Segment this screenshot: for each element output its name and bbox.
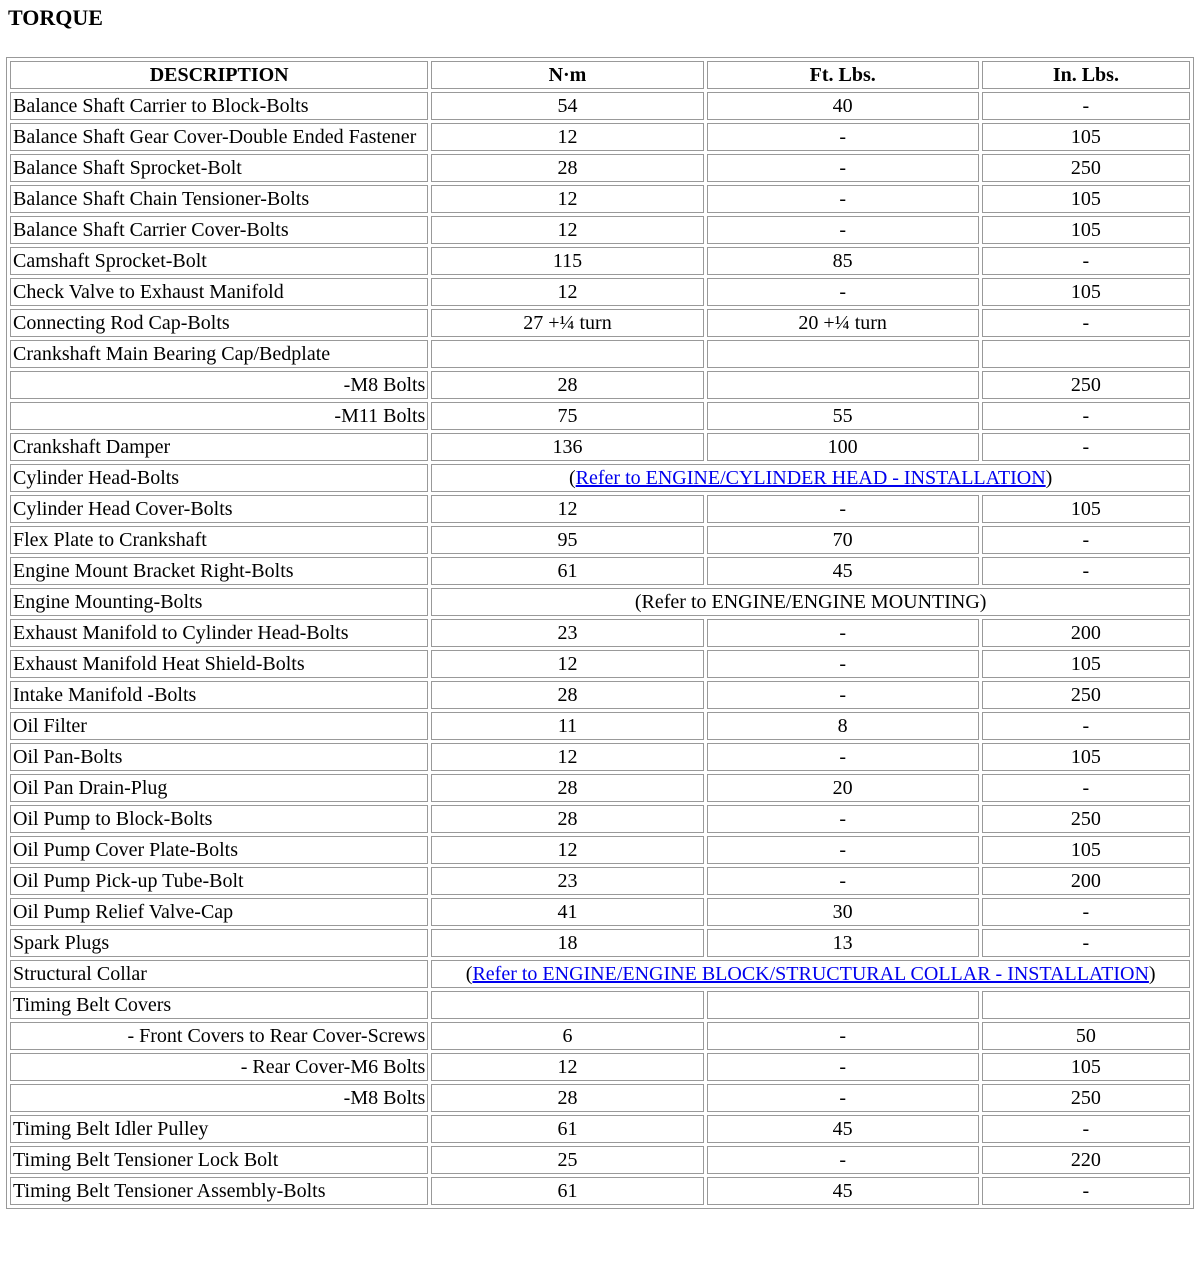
description-cell: -M11 Bolts <box>10 402 428 430</box>
nm-cell: 12 <box>431 123 703 151</box>
in-lbs-cell: 200 <box>982 867 1190 895</box>
reference-cell <box>431 464 1190 492</box>
paren-close: ) <box>1148 963 1156 985</box>
table-row <box>10 495 1190 523</box>
in-lbs-cell: 105 <box>982 123 1190 151</box>
in-lbs-cell: 250 <box>982 154 1190 182</box>
ft-lbs-cell: 8 <box>707 712 979 740</box>
ft-lbs-cell: - <box>707 805 979 833</box>
ft-lbs-cell <box>707 991 979 1019</box>
nm-cell: 61 <box>431 1177 703 1205</box>
ft-lbs-cell: - <box>707 619 979 647</box>
nm-cell: 41 <box>431 898 703 926</box>
nm-cell <box>431 991 703 1019</box>
nm-cell: 18 <box>431 929 703 957</box>
description-cell: Intake Manifold -Bolts <box>10 681 428 709</box>
ft-lbs-cell: 85 <box>707 247 979 275</box>
in-lbs-cell: - <box>982 1115 1190 1143</box>
table-row <box>10 92 1190 120</box>
table-row <box>10 867 1190 895</box>
ft-lbs-cell: - <box>707 650 979 678</box>
ft-lbs-cell: 45 <box>707 557 979 585</box>
reference-text-cell: (Refer to ENGINE/ENGINE MOUNTING) <box>431 588 1190 616</box>
description-cell: - Front Covers to Rear Cover-Screws <box>10 1022 428 1050</box>
table-row <box>10 712 1190 740</box>
nm-cell: 12 <box>431 216 703 244</box>
nm-cell: 28 <box>431 371 703 399</box>
ft-lbs-cell: - <box>707 1084 979 1112</box>
table-row <box>10 1053 1190 1081</box>
description-cell: Flex Plate to Crankshaft <box>10 526 428 554</box>
ft-lbs-cell: - <box>707 278 979 306</box>
description-cell: Engine Mount Bracket Right-Bolts <box>10 557 428 585</box>
in-lbs-cell: - <box>982 557 1190 585</box>
description-cell: Oil Pump Relief Valve-Cap <box>10 898 428 926</box>
description-cell: -M8 Bolts <box>10 1084 428 1112</box>
in-lbs-cell: - <box>982 1177 1190 1205</box>
in-lbs-cell: 105 <box>982 743 1190 771</box>
header-ft-lbs: Ft. Lbs. <box>707 61 979 89</box>
description-cell: Oil Filter <box>10 712 428 740</box>
table-row <box>10 650 1190 678</box>
table-body <box>10 92 1190 1205</box>
ft-lbs-cell: - <box>707 495 979 523</box>
paren-open: ( <box>569 467 576 489</box>
in-lbs-cell: 105 <box>982 495 1190 523</box>
table-row <box>10 1022 1190 1050</box>
nm-cell: 28 <box>431 1084 703 1112</box>
table-row <box>10 1146 1190 1174</box>
nm-cell: 6 <box>431 1022 703 1050</box>
table-row <box>10 154 1190 182</box>
nm-cell: 28 <box>431 805 703 833</box>
in-lbs-cell: - <box>982 247 1190 275</box>
table-row <box>10 960 1190 988</box>
in-lbs-cell: 250 <box>982 371 1190 399</box>
in-lbs-cell: - <box>982 92 1190 120</box>
ft-lbs-cell: 20 <box>707 774 979 802</box>
description-cell: Exhaust Manifold Heat Shield-Bolts <box>10 650 428 678</box>
nm-cell: 28 <box>431 154 703 182</box>
description-cell: Timing Belt Tensioner Assembly-Bolts <box>10 1177 428 1205</box>
nm-cell: 61 <box>431 1115 703 1143</box>
ft-lbs-cell: - <box>707 867 979 895</box>
nm-cell: 11 <box>431 712 703 740</box>
description-cell: Balance Shaft Carrier Cover-Bolts <box>10 216 428 244</box>
nm-cell: 12 <box>431 1053 703 1081</box>
table-row <box>10 278 1190 306</box>
description-cell: Structural Collar <box>10 960 428 988</box>
in-lbs-cell: 200 <box>982 619 1190 647</box>
reference-cell <box>431 960 1190 988</box>
in-lbs-cell: 220 <box>982 1146 1190 1174</box>
ft-lbs-cell: 55 <box>707 402 979 430</box>
table-row <box>10 464 1190 492</box>
nm-cell <box>431 340 703 368</box>
ft-lbs-cell: - <box>707 836 979 864</box>
ft-lbs-cell: - <box>707 1022 979 1050</box>
table-row <box>10 991 1190 1019</box>
in-lbs-cell: - <box>982 433 1190 461</box>
in-lbs-cell: 250 <box>982 681 1190 709</box>
in-lbs-cell: 250 <box>982 1084 1190 1112</box>
header-description: DESCRIPTION <box>10 61 428 89</box>
table-row <box>10 185 1190 213</box>
nm-cell: 54 <box>431 92 703 120</box>
ft-lbs-cell: 13 <box>707 929 979 957</box>
table-row <box>10 1115 1190 1143</box>
nm-cell: 61 <box>431 557 703 585</box>
table-row <box>10 619 1190 647</box>
table-row <box>10 371 1190 399</box>
table-row <box>10 1177 1190 1205</box>
nm-cell: 12 <box>431 278 703 306</box>
ft-lbs-cell: - <box>707 185 979 213</box>
table-row <box>10 340 1190 368</box>
description-cell: Timing Belt Covers <box>10 991 428 1019</box>
description-cell: Timing Belt Idler Pulley <box>10 1115 428 1143</box>
nm-cell: 23 <box>431 619 703 647</box>
table-row <box>10 836 1190 864</box>
description-cell: Balance Shaft Chain Tensioner-Bolts <box>10 185 428 213</box>
reference-link[interactable]: Refer to ENGINE/ENGINE BLOCK/STRUCTURAL COLLAR - INSTALLATION <box>472 963 1149 985</box>
table-row <box>10 433 1190 461</box>
nm-cell: 136 <box>431 433 703 461</box>
description-cell: Crankshaft Damper <box>10 433 428 461</box>
nm-cell: 23 <box>431 867 703 895</box>
description-cell: Oil Pump to Block-Bolts <box>10 805 428 833</box>
ft-lbs-cell <box>707 371 979 399</box>
ft-lbs-cell: 40 <box>707 92 979 120</box>
nm-cell: 28 <box>431 774 703 802</box>
ft-lbs-cell: 100 <box>707 433 979 461</box>
description-cell: Oil Pan Drain-Plug <box>10 774 428 802</box>
in-lbs-cell: 50 <box>982 1022 1190 1050</box>
table-row <box>10 309 1190 337</box>
description-cell: Cylinder Head Cover-Bolts <box>10 495 428 523</box>
header-in-lbs: In. Lbs. <box>982 61 1190 89</box>
in-lbs-cell <box>982 991 1190 1019</box>
table-row <box>10 743 1190 771</box>
description-cell: Crankshaft Main Bearing Cap/Bedplate <box>10 340 428 368</box>
in-lbs-cell: - <box>982 402 1190 430</box>
header-row <box>10 61 1190 89</box>
description-cell: Balance Shaft Carrier to Block-Bolts <box>10 92 428 120</box>
ft-lbs-cell: 70 <box>707 526 979 554</box>
ft-lbs-cell: - <box>707 1146 979 1174</box>
description-cell: - Rear Cover-M6 Bolts <box>10 1053 428 1081</box>
page-title: TORQUE <box>8 5 103 30</box>
ft-lbs-cell: 30 <box>707 898 979 926</box>
nm-cell: 12 <box>431 495 703 523</box>
table-row <box>10 557 1190 585</box>
in-lbs-cell: - <box>982 929 1190 957</box>
paren-open: ( <box>465 963 473 985</box>
nm-cell: 115 <box>431 247 703 275</box>
ft-lbs-cell: - <box>707 1053 979 1081</box>
ft-lbs-cell: 20 +¼ turn <box>707 309 979 337</box>
table-row <box>10 1084 1190 1112</box>
in-lbs-cell: 105 <box>982 278 1190 306</box>
ft-lbs-cell: 45 <box>707 1177 979 1205</box>
description-cell: Check Valve to Exhaust Manifold <box>10 278 428 306</box>
ft-lbs-cell <box>707 340 979 368</box>
in-lbs-cell: - <box>982 898 1190 926</box>
in-lbs-cell: - <box>982 526 1190 554</box>
ft-lbs-cell: - <box>707 743 979 771</box>
ft-lbs-cell: - <box>707 154 979 182</box>
ft-lbs-cell: - <box>707 216 979 244</box>
table-row <box>10 898 1190 926</box>
paren-close: ) <box>1045 467 1053 489</box>
in-lbs-cell: 105 <box>982 836 1190 864</box>
description-cell: Oil Pump Cover Plate-Bolts <box>10 836 428 864</box>
in-lbs-cell: - <box>982 774 1190 802</box>
description-cell: Camshaft Sprocket-Bolt <box>10 247 428 275</box>
nm-cell: 75 <box>431 402 703 430</box>
table-row <box>10 805 1190 833</box>
nm-cell: 95 <box>431 526 703 554</box>
description-cell: Balance Shaft Gear Cover-Double Ended Fastener <box>10 123 428 151</box>
nm-cell: 12 <box>431 650 703 678</box>
table-row <box>10 774 1190 802</box>
description-cell: Spark Plugs <box>10 929 428 957</box>
header-nm: N·m <box>431 61 703 89</box>
table-row <box>10 216 1190 244</box>
in-lbs-cell: 105 <box>982 216 1190 244</box>
in-lbs-cell: 105 <box>982 185 1190 213</box>
table-row <box>10 526 1190 554</box>
description-cell: Exhaust Manifold to Cylinder Head-Bolts <box>10 619 428 647</box>
description-cell: Oil Pan-Bolts <box>10 743 428 771</box>
table-row <box>10 929 1190 957</box>
description-cell: Cylinder Head-Bolts <box>10 464 428 492</box>
ft-lbs-cell: - <box>707 123 979 151</box>
ft-lbs-cell: - <box>707 681 979 709</box>
nm-cell: 12 <box>431 185 703 213</box>
ft-lbs-cell: 45 <box>707 1115 979 1143</box>
nm-cell: 12 <box>431 743 703 771</box>
description-cell: Timing Belt Tensioner Lock Bolt <box>10 1146 428 1174</box>
description-cell: Balance Shaft Sprocket-Bolt <box>10 154 428 182</box>
in-lbs-cell: - <box>982 309 1190 337</box>
table-row <box>10 402 1190 430</box>
torque-table <box>6 57 1194 1209</box>
nm-cell: 25 <box>431 1146 703 1174</box>
description-cell: Connecting Rod Cap-Bolts <box>10 309 428 337</box>
nm-cell: 28 <box>431 681 703 709</box>
in-lbs-cell <box>982 340 1190 368</box>
reference-link[interactable]: Refer to ENGINE/CYLINDER HEAD - INSTALLATION <box>575 467 1046 489</box>
table-row <box>10 681 1190 709</box>
in-lbs-cell: 105 <box>982 650 1190 678</box>
nm-cell: 12 <box>431 836 703 864</box>
description-cell: -M8 Bolts <box>10 371 428 399</box>
in-lbs-cell: 105 <box>982 1053 1190 1081</box>
table-row <box>10 588 1190 616</box>
in-lbs-cell: 250 <box>982 805 1190 833</box>
in-lbs-cell: - <box>982 712 1190 740</box>
table-row <box>10 123 1190 151</box>
table-row <box>10 247 1190 275</box>
nm-cell: 27 +¼ turn <box>431 309 703 337</box>
description-cell: Engine Mounting-Bolts <box>10 588 428 616</box>
description-cell: Oil Pump Pick-up Tube-Bolt <box>10 867 428 895</box>
